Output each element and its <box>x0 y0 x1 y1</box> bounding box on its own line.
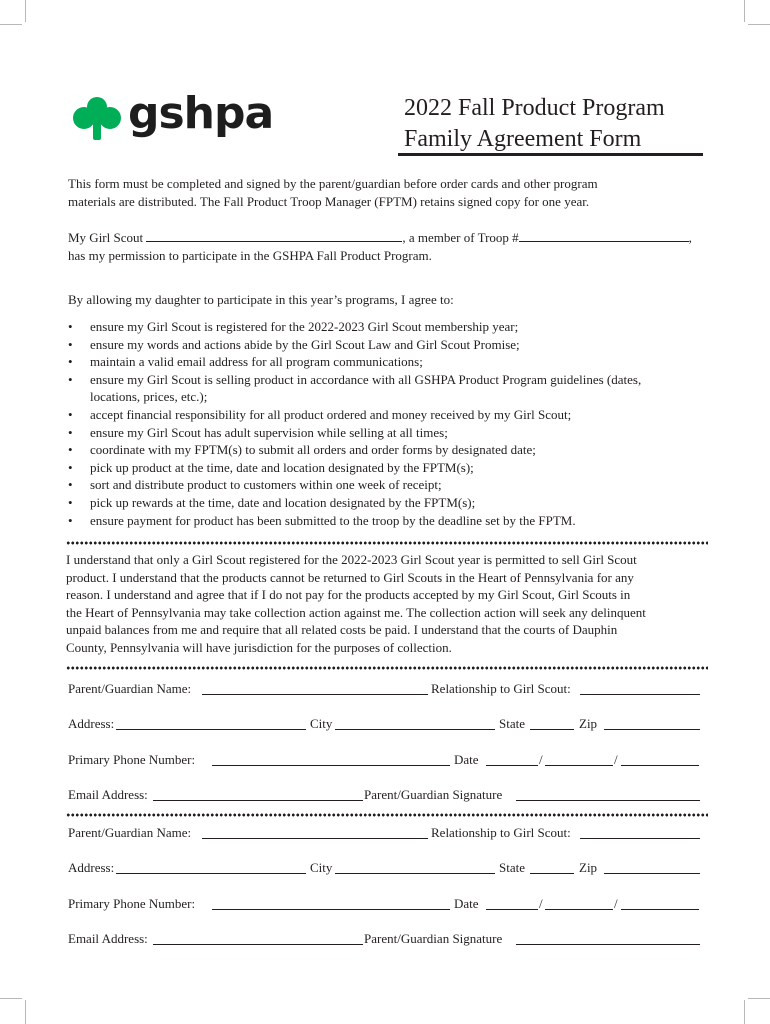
guardian1-phone-row <box>68 751 708 769</box>
crop-mark-bottom-right-h <box>748 998 770 999</box>
date-separator: / <box>539 896 543 911</box>
parent-name-label: Parent/Guardian Name: <box>68 681 192 696</box>
understanding-line: County, Pennsylvania will have jurisdiction for the purposes of collection. <box>66 639 452 655</box>
girl-scout-name-field[interactable] <box>146 229 402 242</box>
troop-number-field[interactable] <box>519 229 689 242</box>
gshpa-logo <box>72 88 274 144</box>
email-field[interactable] <box>153 800 363 801</box>
signature-label: Parent/Guardian Signature <box>364 787 503 802</box>
date-label: Date <box>454 752 479 767</box>
trefoil-icon <box>72 96 122 140</box>
agree-intro: By allowing my daughter to participate in this year’s programs, I agree to: <box>68 292 454 307</box>
state-field[interactable] <box>530 729 574 730</box>
city-label: City <box>310 716 333 731</box>
understanding-line: I understand that only a Girl Scout registered for the 2022-2023 Girl Scout year is permitted to sell Girl Scout <box>66 552 637 567</box>
address-label: Address: <box>68 860 115 875</box>
guardian2-address-row <box>68 859 708 877</box>
phone-field[interactable] <box>212 909 450 910</box>
permission-prefix: My Girl Scout <box>68 230 144 245</box>
zip-field[interactable] <box>604 729 700 730</box>
guardian2-phone-row <box>68 895 708 913</box>
phone-label: Primary Phone Number: <box>68 896 196 911</box>
list-item: • pick up rewards at the time, date and location designated by the FPTM(s); <box>68 494 708 512</box>
signature-label: Parent/Guardian Signature <box>364 931 503 946</box>
crop-mark-top-right-h <box>748 24 770 25</box>
guardian2-email-row <box>68 930 708 948</box>
title-line-1: 2022 Fall Product Program <box>404 95 665 121</box>
signature-field[interactable] <box>516 800 700 801</box>
intro-line-2: materials are distributed. The Fall Product Troop Manager (FPTM) retains signed copy for one year. <box>68 194 590 209</box>
date-day-field[interactable] <box>545 909 613 910</box>
phone-label: Primary Phone Number: <box>68 752 196 767</box>
list-item: • sort and distribute product to customers within one week of receipt; <box>68 476 708 494</box>
crop-mark-bottom-left <box>25 1000 26 1024</box>
list-item: • ensure payment for product has been submitted to the troop by the deadline set by the FPTM. <box>68 512 708 530</box>
crop-mark-bottom-right <box>744 1000 745 1024</box>
understanding-line: unpaid balances from me and require that all related costs be paid. I understand that the courts of Dauphin <box>66 622 618 638</box>
date-day-field[interactable] <box>545 765 613 766</box>
city-field[interactable] <box>335 729 495 730</box>
parent-name-field[interactable] <box>202 694 428 695</box>
list-item: • ensure my Girl Scout is registered for the 2022-2023 Girl Scout membership year; <box>68 318 708 336</box>
intro-line-1: This form must be completed and signed by the parent/guardian before order cards and other program <box>68 176 598 191</box>
parent-name-label: Parent/Guardian Name: <box>68 825 192 840</box>
guardian1-address-row <box>68 715 708 733</box>
title-line-2: Family Agreement Form <box>404 126 642 152</box>
date-month-field[interactable] <box>486 765 538 766</box>
permission-line-2: has my permission to participate in the GSHPA Fall Product Program. <box>68 248 432 263</box>
dotted-divider <box>66 666 708 670</box>
list-item-continuation: locations, prices, etc.); <box>90 389 208 405</box>
understanding-line: the Heart of Pennsylvania may take collection action against me. The collection action will seek any delinquent <box>66 604 646 620</box>
state-label: State <box>499 716 525 731</box>
relationship-label: Relationship to Girl Scout: <box>431 681 571 696</box>
city-label: City <box>310 860 333 875</box>
crop-mark-top-right <box>744 0 745 22</box>
phone-field[interactable] <box>212 765 450 766</box>
relationship-field[interactable] <box>580 838 700 839</box>
list-item: • ensure my Girl Scout has adult supervision while selling at all times; <box>68 424 708 442</box>
signature-field[interactable] <box>516 944 700 945</box>
address-field[interactable] <box>116 873 306 874</box>
list-item: • maintain a valid email address for all program communications; <box>68 353 708 371</box>
agreement-list <box>68 318 708 529</box>
date-year-field[interactable] <box>621 765 699 766</box>
understanding-line: reason. I understand and agree that if I do not pay for the products accepted by my Girl Scout, Girl Scouts in <box>66 587 631 603</box>
crop-mark-bottom-left-h <box>0 998 22 999</box>
crop-mark-top-left-h <box>0 24 22 25</box>
date-separator: / <box>614 896 618 911</box>
zip-label: Zip <box>579 860 598 875</box>
list-item: • ensure my Girl Scout is selling product in accordance with all GSHPA Product Program guidelines (dates, <box>68 371 708 389</box>
zip-field[interactable] <box>604 873 700 874</box>
list-item: • pick up product at the time, date and location designated by the FPTM(s); <box>68 459 708 477</box>
title-rule <box>398 153 703 156</box>
city-field[interactable] <box>335 873 495 874</box>
list-item: • ensure my words and actions abide by the Girl Scout Law and Girl Scout Promise; <box>68 336 708 354</box>
dotted-divider <box>66 541 708 545</box>
parent-name-field[interactable] <box>202 838 428 839</box>
understanding-paragraph <box>66 551 711 657</box>
date-label: Date <box>454 896 479 911</box>
state-label: State <box>499 860 525 875</box>
zip-label: Zip <box>579 716 598 731</box>
list-item: • accept financial responsibility for all product ordered and money received by my Girl Scout; <box>68 406 708 424</box>
form-title <box>404 93 665 155</box>
email-label: Email Address: <box>68 787 148 802</box>
date-month-field[interactable] <box>486 909 538 910</box>
permission-suffix: , <box>688 230 692 245</box>
email-field[interactable] <box>153 944 363 945</box>
address-field[interactable] <box>116 729 306 730</box>
dotted-divider <box>66 813 708 817</box>
date-year-field[interactable] <box>621 909 699 910</box>
guardian2-name-row <box>68 824 708 842</box>
permission-middle: , a member of Troop # <box>402 230 519 245</box>
state-field[interactable] <box>530 873 574 874</box>
address-label: Address: <box>68 716 115 731</box>
date-separator: / <box>614 752 618 767</box>
list-item: • coordinate with my FPTM(s) to submit all orders and order forms by designated date; <box>68 441 708 459</box>
date-separator: / <box>539 752 543 767</box>
logo-wordmark: gshpa <box>128 88 274 139</box>
guardian1-email-row <box>68 786 708 804</box>
crop-mark-top-left <box>25 0 26 22</box>
understanding-line: product. I understand that the products cannot be returned to Girl Scouts in the Heart of Pennsylvania for any <box>66 569 634 585</box>
permission-line-1 <box>68 229 692 247</box>
relationship-label: Relationship to Girl Scout: <box>431 825 571 840</box>
email-label: Email Address: <box>68 931 148 946</box>
guardian1-name-row <box>68 680 708 698</box>
relationship-field[interactable] <box>580 694 700 695</box>
